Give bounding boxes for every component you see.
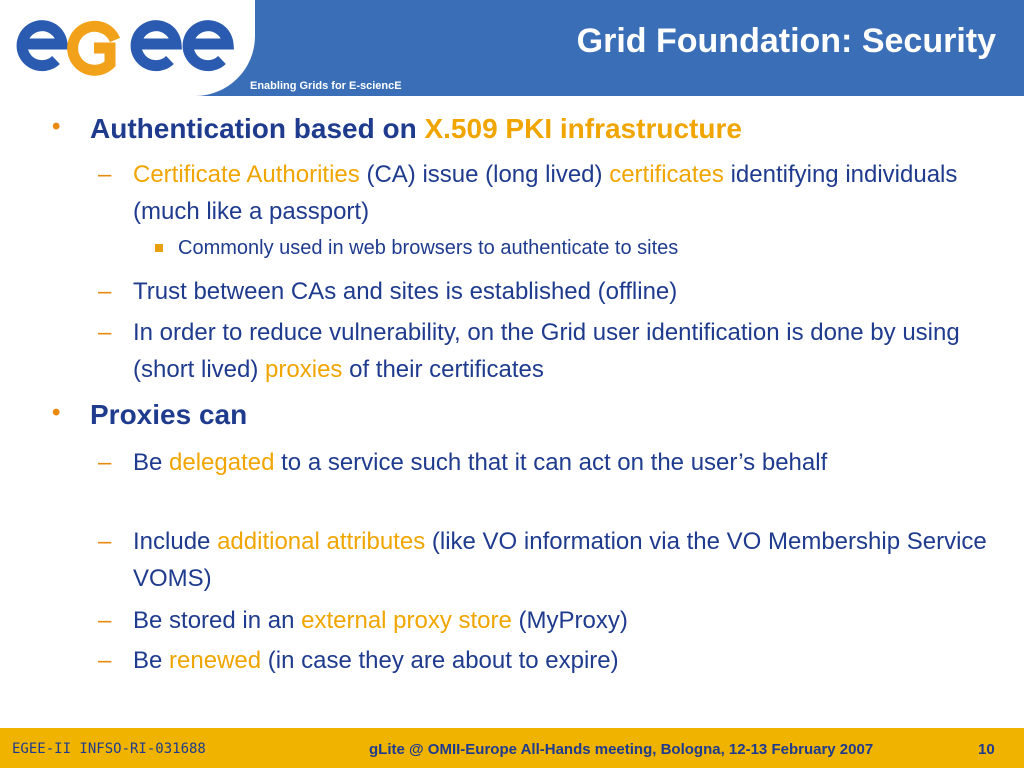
bullet-text: Proxies can [90, 399, 248, 430]
sub-text: In order to reduce vulnerability, on the Grid user identification is done by using (short lived) [133, 319, 960, 383]
sub-text: Be [133, 449, 170, 476]
highlight-text: renewed [169, 647, 262, 674]
bullet-proxies [52, 399, 248, 431]
highlight-text: additional attributes [217, 528, 426, 555]
sub-text: Be [133, 647, 170, 674]
highlight-text: X.509 PKI infrastructure [424, 113, 742, 144]
dash-icon: – [98, 607, 112, 634]
sub-bullet-renewed [98, 642, 993, 679]
sub-sub-bullet-browsers [178, 237, 678, 260]
square-bullet-icon [155, 244, 163, 252]
footer-event: gLite @ OMII-Europe All-Hands meeting, Bologna, 12-13 February 2007 [369, 741, 874, 758]
bullet-dot-icon: • [52, 399, 61, 426]
dash-icon: – [98, 278, 112, 305]
highlight-text: external proxy store [301, 607, 512, 634]
tagline: Enabling Grids for E-sciencE [250, 80, 402, 92]
sub-bullet-vulnerability [98, 314, 993, 388]
dash-icon: – [98, 647, 112, 674]
highlight-text: proxies [265, 356, 343, 383]
sub-bullet-delegated [98, 444, 993, 481]
sub-text: (in case they are about to expire) [261, 647, 619, 674]
sub-text: to a service such that it can act on the user’s behalf [274, 449, 828, 476]
dash-icon: – [98, 161, 112, 188]
sub-text: (CA) issue (long lived) [359, 161, 610, 188]
footer-band [0, 728, 1024, 768]
sub-text: Include [133, 528, 218, 555]
sub-bullet-store [98, 602, 993, 639]
page-number: 10 [978, 741, 995, 758]
sub-text: (MyProxy) [511, 607, 628, 634]
sub-text: Be stored in an [133, 607, 302, 634]
sub-text: (like VO information via the VO Membership Service VOMS) [133, 528, 987, 592]
sub-text: Trust between CAs and sites is established (offline) [133, 278, 678, 305]
bullet-text: Authentication based on [90, 113, 425, 144]
sub-bullet-attributes [98, 523, 993, 597]
sub-bullet-ca [98, 156, 993, 230]
bullet-authentication [52, 113, 742, 145]
highlight-text: delegated [169, 449, 275, 476]
footer-project-id: EGEE-II INFSO-RI-031688 [12, 741, 206, 757]
sub-text: of their certificates [342, 356, 544, 383]
dash-icon: – [98, 449, 112, 476]
highlight-text: Certificate Authorities [133, 161, 360, 188]
sub-text: identifying individuals (much like a passport) [133, 161, 958, 225]
dash-icon: – [98, 528, 112, 555]
sub-bullet-trust [98, 273, 993, 310]
egee-logo [10, 8, 240, 80]
sub-sub-text: Commonly used in web browsers to authenticate to sites [178, 237, 679, 259]
bullet-dot-icon: • [52, 113, 61, 140]
dash-icon: – [98, 319, 112, 346]
slide-title: Grid Foundation: Security [576, 22, 996, 60]
highlight-text: certificates [609, 161, 724, 188]
logo-area [0, 0, 255, 96]
